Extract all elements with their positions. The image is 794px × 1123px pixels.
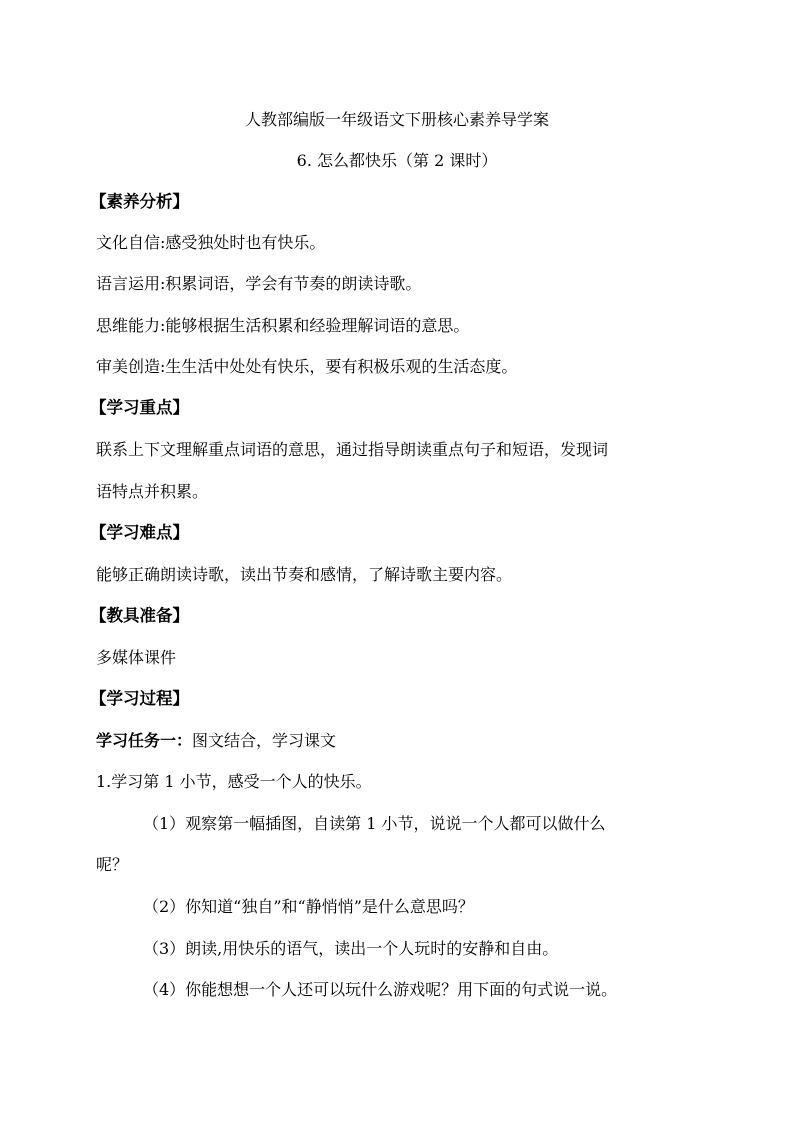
difficulties-text: 能够正确朗读诗歌，读出节奏和感情，了解诗歌主要内容。 [96, 565, 513, 584]
sub-question-1-line2: 呢？ [96, 855, 129, 874]
task-one-label: 学习任务一： [96, 731, 193, 750]
document-subtitle: 6. 怎么都快乐（第 2 课时） [296, 151, 498, 170]
document-title: 人教部编版一年级语文下册核心素养导学案 [244, 110, 549, 129]
task-one-line [96, 730, 716, 752]
materials-text: 多媒体课件 [96, 648, 177, 667]
section-heading-difficulties: 【学习难点】 [90, 523, 189, 542]
analysis-item-culture: 文化自信:感受独处时也有快乐。 [96, 233, 326, 252]
sub-question-3: （3）朗读,用快乐的语气，读出一个人玩时的安静和自由。 [143, 939, 559, 958]
step-one-text: 1.学习第 1 小节，感受一个人的快乐。 [96, 772, 372, 791]
sub-question-1-line1: （1）观察第一幅插图，自读第 1 小节，说说一个人都可以做什么 [143, 814, 606, 833]
key-points-text-line2: 语特点并积累。 [96, 482, 209, 501]
sub-question-2: （2）你知道“独自”和“静悄悄”是什么意思吗？ [143, 897, 474, 916]
sub-question-4: （4）你能想想一个人还可以玩什么游戏呢？用下面的句式说一说。 [143, 980, 618, 999]
analysis-item-language: 语言运用:积累词语，学会有节奏的朗读诗歌。 [96, 274, 422, 293]
section-heading-materials: 【教具准备】 [90, 606, 189, 625]
section-heading-process: 【学习过程】 [90, 689, 189, 708]
analysis-item-aesthetic: 审美创造:生生活中处处有快乐，要有积极乐观的生活态度。 [96, 357, 518, 376]
section-heading-analysis: 【素养分析】 [90, 192, 189, 211]
section-heading-key-points: 【学习重点】 [90, 398, 189, 417]
key-points-text-line1: 联系上下文理解重点词语的意思，通过指导朗读重点句子和短语，发现词 [96, 440, 609, 459]
task-one-text: 图文结合，学习课文 [192, 731, 337, 750]
analysis-item-thinking: 思维能力:能够根据生活积累和经验理解词语的意思。 [96, 316, 470, 335]
